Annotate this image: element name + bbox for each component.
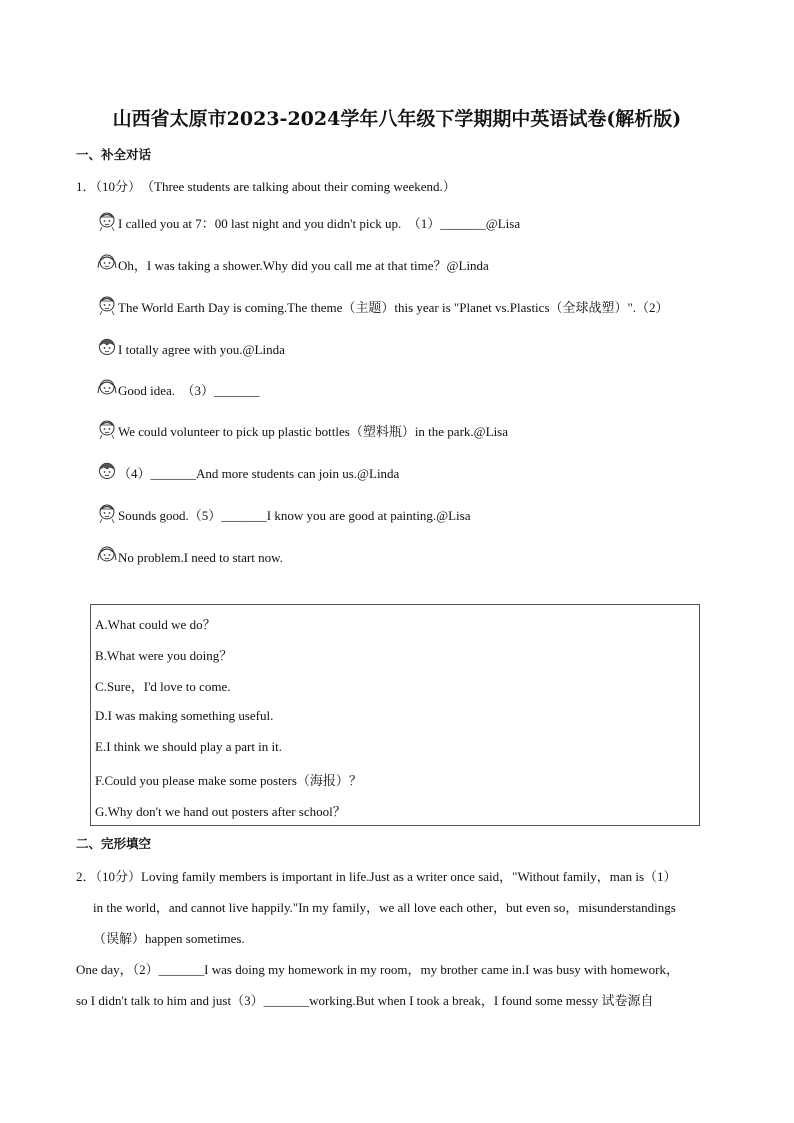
dialogue-text: Sounds good.（5）_______I know you are good at painting.@Lisa bbox=[118, 508, 471, 523]
dialogue-line bbox=[96, 252, 489, 274]
dialogue-line bbox=[96, 377, 260, 399]
cloze-line: so I didn't talk to him and just（3）_______working.But when I took a break，I found some messy 试卷源自 bbox=[76, 993, 654, 1008]
cloze-line: in the world，and cannot live happily."In my family，we all love each other，but even so，misunderstandings bbox=[93, 900, 676, 915]
dialogue-line bbox=[96, 336, 285, 358]
dialogue-text: I called you at 7：00 last night and you didn't pick up. （1）_______@Lisa bbox=[118, 216, 521, 231]
dialogue-line bbox=[96, 460, 399, 482]
girl-avatar-icon bbox=[96, 294, 118, 316]
dialogue-line bbox=[96, 544, 283, 566]
option-c: C.Sure，I'd love to come. bbox=[95, 679, 231, 694]
dialogue-text: We could volunteer to pick up plastic bottles（塑料瓶）in the park.@Lisa bbox=[118, 424, 509, 439]
option-e: E.I think we should play a part in it. bbox=[95, 739, 283, 754]
girl-avatar-icon bbox=[96, 502, 118, 524]
question-1-header: 1．（10分） （Three students are talking about their coming weekend.） bbox=[76, 179, 456, 194]
page-title: 山西省太原市2023-2024学年八年级下学期期中英语试卷(解析版) bbox=[112, 108, 682, 130]
option-g: G.Why don't we hand out posters after school？ bbox=[95, 804, 346, 819]
girl-avatar-icon bbox=[96, 252, 118, 274]
dialogue-text: （4）_______And more students can join us.@Linda bbox=[118, 466, 400, 481]
dialogue-text: The World Earth Day is coming.The theme（主题）this year is "Planet vs.Plastics（全球战塑）".（2） bbox=[118, 300, 669, 315]
boy-avatar-icon bbox=[96, 336, 118, 358]
option-a: A.What could we do？ bbox=[95, 617, 216, 632]
option-d: D.I was making something useful. bbox=[95, 708, 274, 723]
boy-avatar-icon bbox=[96, 460, 118, 482]
cloze-line: One day，（2）_______I was doing my homework in my room，my brother came in.I was busy with homework， bbox=[76, 962, 679, 977]
dialogue-line bbox=[96, 294, 669, 316]
dialogue-text: Good idea. （3）_______ bbox=[118, 383, 260, 398]
girl-avatar-icon bbox=[96, 418, 118, 440]
dialogue-text: I totally agree with you.@Linda bbox=[118, 342, 285, 357]
section-heading-dialogue: 一、补全对话 bbox=[76, 147, 152, 162]
dialogue-text: No problem.I need to start now. bbox=[118, 550, 283, 565]
options-box bbox=[90, 604, 700, 826]
dialogue-line bbox=[96, 502, 470, 524]
section-heading-cloze: 二、完形填空 bbox=[76, 836, 152, 851]
girl-avatar-icon bbox=[96, 377, 118, 399]
dialogue-line bbox=[96, 418, 508, 440]
girl-avatar-icon bbox=[96, 544, 118, 566]
option-f: F.Could you please make some posters（海报）？ bbox=[95, 773, 362, 788]
cloze-line: （误解）happen sometimes. bbox=[93, 931, 245, 946]
dialogue-line bbox=[96, 210, 520, 232]
dialogue-text: Oh，I was taking a shower.Why did you call me at that time？@Linda bbox=[118, 258, 489, 273]
option-b: B.What were you doing？ bbox=[95, 648, 233, 663]
girl-avatar-icon bbox=[96, 210, 118, 232]
cloze-line: 2．（10分）Loving family members is important in life.Just as a writer once said，"Without family，man is（1） bbox=[76, 869, 677, 884]
